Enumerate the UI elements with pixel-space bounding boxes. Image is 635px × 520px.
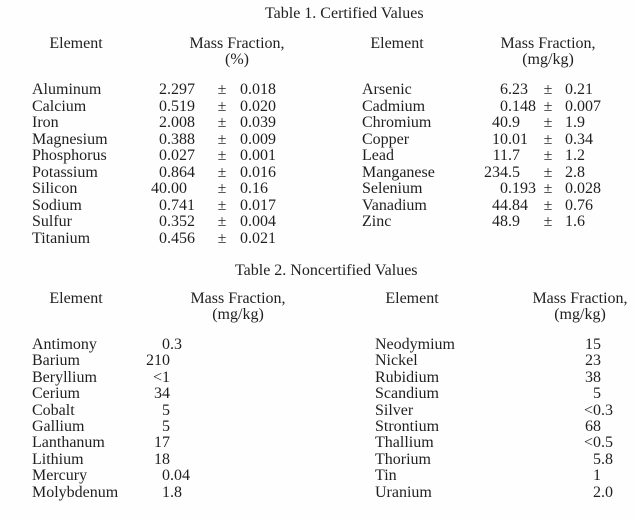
- value-fraction: .297: [167, 81, 195, 98]
- table-row: [0, 435, 635, 451]
- element-name: Chromium: [362, 114, 432, 131]
- value-fraction: .027: [167, 147, 195, 164]
- element-name: Lithium: [32, 450, 84, 468]
- element-name: Calcium: [32, 97, 87, 115]
- value-integer: 10: [492, 130, 508, 148]
- value-fraction: [170, 386, 215, 402]
- value-integer: 40: [151, 180, 167, 197]
- element-name: Magnesium: [32, 130, 108, 148]
- value-fraction: .148: [508, 97, 536, 115]
- value-integer: 5: [162, 401, 170, 419]
- value-integer: 23: [585, 352, 601, 370]
- table1-right-massfraction-header: [468, 36, 628, 68]
- header-unit: (mg/kg): [212, 306, 264, 323]
- element-name: Manganese: [362, 163, 435, 181]
- uncertainty-value: 0.76: [565, 196, 593, 214]
- element-name: Strontium: [375, 418, 440, 436]
- table-row: [0, 165, 635, 182]
- value-integer: 5: [162, 418, 170, 436]
- value-fraction: .456: [167, 229, 195, 247]
- element-name: Cerium: [32, 385, 80, 403]
- element-name: Selenium: [362, 180, 423, 197]
- value-integer: 11: [492, 147, 508, 164]
- value-integer: 38: [585, 368, 601, 386]
- value-fraction: .388: [167, 130, 195, 148]
- table-row: [0, 337, 635, 353]
- plus-minus-sign: ±: [543, 147, 553, 164]
- uncertainty-value: 0.34: [565, 130, 593, 148]
- table-row: [0, 115, 635, 132]
- element-name: Barium: [32, 352, 80, 370]
- value-fraction: .193: [508, 180, 536, 197]
- table-row: [0, 148, 635, 165]
- uncertainty-value: 2.8: [565, 163, 585, 181]
- table-row: [0, 468, 635, 484]
- plus-minus-sign: ±: [217, 97, 227, 115]
- value-integer: 44: [492, 196, 508, 214]
- table2-right-element-header: Element: [385, 290, 439, 307]
- table-row: [0, 82, 635, 99]
- uncertainty-value: 0.004: [240, 213, 276, 230]
- value-fraction: .8: [170, 483, 182, 501]
- table1-right-element-header: Element: [370, 35, 424, 52]
- plus-minus-sign: ±: [217, 213, 227, 230]
- value-fraction: .519: [167, 97, 195, 115]
- uncertainty-value: 0.001: [240, 147, 276, 164]
- value-integer: 0: [159, 130, 167, 148]
- plus-minus-sign: ±: [543, 180, 553, 197]
- value-fraction: [170, 419, 215, 435]
- value-integer: 0: [162, 467, 170, 485]
- uncertainty-value: 0.016: [240, 163, 276, 181]
- value-integer: 6: [500, 81, 508, 98]
- element-name: Molybdenum: [32, 483, 119, 501]
- uncertainty-value: 1.6: [565, 213, 585, 230]
- uncertainty-value: 0.007: [565, 97, 601, 115]
- value-integer: 1: [162, 483, 170, 501]
- element-name: Cadmium: [362, 97, 426, 115]
- element-name: Antimony: [32, 336, 97, 353]
- plus-minus-sign: [540, 231, 556, 248]
- element-name: Tin: [375, 467, 397, 485]
- value-integer: 40: [492, 114, 508, 131]
- value-fraction: [170, 403, 215, 419]
- table-row: [0, 181, 635, 198]
- uncertainty-value: 0.021: [240, 229, 276, 247]
- value-fraction: .7: [508, 147, 520, 164]
- element-name: Nickel: [375, 352, 418, 370]
- value-fraction: .352: [167, 213, 195, 230]
- value-fraction: .5: [601, 434, 613, 452]
- element-name: Thallium: [375, 434, 434, 452]
- value-integer: 0: [162, 336, 170, 353]
- uncertainty-value: 0.017: [240, 196, 276, 214]
- value-integer: 48: [492, 213, 508, 230]
- header-line1: Mass Fraction,: [189, 35, 285, 52]
- plus-minus-sign: ±: [543, 163, 553, 181]
- element-name: Potassium: [32, 163, 98, 181]
- element-name: Sodium: [32, 196, 82, 214]
- uncertainty-value: 1.9: [565, 114, 585, 131]
- value-integer: 1: [593, 467, 601, 485]
- header-line1: Mass Fraction,: [532, 290, 628, 307]
- element-name: Iron: [32, 114, 59, 131]
- uncertainty-value: 0.028: [565, 180, 601, 197]
- uncertainty-value: [556, 231, 635, 248]
- value-integer: 2: [593, 483, 601, 501]
- value-fraction: [170, 435, 215, 451]
- value-fraction: .9: [508, 213, 520, 230]
- plus-minus-sign: ±: [543, 114, 553, 131]
- element-name: Gallium: [32, 418, 85, 436]
- element-name: Scandium: [375, 385, 439, 403]
- value-fraction: [601, 337, 635, 353]
- header-line1: Mass Fraction,: [500, 35, 596, 52]
- table2-title: Table 2. Noncertified Values: [235, 262, 418, 279]
- plus-minus-sign: ±: [217, 229, 227, 247]
- element-name: Uranium: [375, 483, 432, 501]
- table2-right-massfraction-header: [500, 291, 635, 323]
- element-name: Thorium: [375, 450, 431, 468]
- plus-minus-sign: ±: [543, 130, 553, 148]
- value-fraction: [601, 353, 635, 369]
- table-row: [0, 452, 635, 468]
- element-name: Copper: [362, 130, 410, 148]
- value-integer: 0: [159, 97, 167, 115]
- value-integer: 210: [146, 352, 170, 370]
- value-fraction: .5: [508, 163, 520, 181]
- value-fraction: .00: [167, 180, 187, 197]
- value-integer: 0: [500, 97, 508, 115]
- uncertainty-value: 0.16: [240, 180, 268, 197]
- table-row: [0, 214, 635, 231]
- element-name: Zinc: [362, 213, 392, 230]
- table-row: [0, 132, 635, 149]
- plus-minus-sign: ±: [543, 196, 553, 214]
- uncertainty-value: 1.2: [565, 147, 585, 164]
- value-integer: <0: [583, 401, 601, 419]
- value-fraction: .3: [601, 401, 613, 419]
- plus-minus-sign: ±: [543, 97, 553, 115]
- table1-title: Table 1. Certified Values: [265, 5, 424, 22]
- value-integer: 5: [593, 385, 601, 403]
- element-name: Rubidium: [375, 368, 440, 386]
- table-row: [0, 419, 635, 435]
- value-fraction: .8: [601, 450, 613, 468]
- value-integer: 234: [484, 163, 508, 181]
- plus-minus-sign: ±: [217, 147, 227, 164]
- element-name: Cobalt: [32, 401, 75, 419]
- plus-minus-sign: ±: [217, 180, 227, 197]
- value-integer: 34: [154, 385, 170, 403]
- value-integer: 2: [159, 114, 167, 131]
- element-name: [300, 231, 455, 248]
- value-integer: <0: [583, 434, 601, 452]
- plus-minus-sign: ±: [543, 213, 553, 230]
- plus-minus-sign: ±: [217, 114, 227, 131]
- element-name: Beryllium: [32, 368, 97, 386]
- value-fraction: [508, 231, 540, 248]
- value-fraction: [170, 452, 215, 468]
- header-unit: (%): [225, 51, 249, 68]
- value-fraction: .84: [508, 196, 528, 214]
- table-row: [0, 386, 635, 402]
- value-fraction: [601, 370, 635, 386]
- value-integer: 5: [593, 450, 601, 468]
- header-unit: (mg/kg): [554, 306, 606, 323]
- table1-rows: [0, 82, 635, 247]
- value-integer: 68: [585, 418, 601, 436]
- element-name: Lead: [362, 147, 394, 164]
- value-fraction: .864: [167, 163, 195, 181]
- value-fraction: .741: [167, 196, 195, 214]
- table2-left-element-header: Element: [49, 290, 103, 307]
- element-name: Phosphorus: [32, 147, 107, 164]
- value-fraction: .3: [170, 336, 182, 353]
- value-fraction: .9: [508, 114, 520, 131]
- value-fraction: .23: [508, 81, 528, 98]
- table2-rows: [0, 337, 635, 501]
- value-fraction: [170, 353, 215, 369]
- element-name: Sulfur: [32, 213, 72, 230]
- element-name: Mercury: [32, 467, 88, 485]
- uncertainty-value: 0.21: [565, 81, 593, 98]
- value-fraction: .04: [170, 467, 190, 485]
- value-fraction: .01: [508, 130, 528, 148]
- value-integer: 0: [159, 196, 167, 214]
- plus-minus-sign: ±: [217, 196, 227, 214]
- element-name: Aluminum: [32, 81, 102, 98]
- value-integer: 0: [159, 229, 167, 247]
- value-integer: [455, 231, 508, 248]
- value-integer: 17: [154, 434, 170, 452]
- value-integer: 0: [500, 180, 508, 197]
- table-row: [0, 403, 635, 419]
- value-fraction: .0: [601, 483, 613, 501]
- table-row: [0, 231, 635, 248]
- value-integer: 0: [159, 147, 167, 164]
- uncertainty-value: 0.020: [240, 97, 276, 115]
- value-fraction: [601, 419, 635, 435]
- value-fraction: [601, 386, 635, 402]
- plus-minus-sign: ±: [217, 163, 227, 181]
- value-integer: 2: [159, 81, 167, 98]
- table-row: [0, 99, 635, 116]
- value-integer: 0: [159, 163, 167, 181]
- value-integer: 0: [159, 213, 167, 230]
- plus-minus-sign: ±: [543, 81, 553, 98]
- table-row: [0, 353, 635, 369]
- table-row: [0, 370, 635, 386]
- plus-minus-sign: ±: [217, 130, 227, 148]
- element-name: Lanthanum: [32, 434, 105, 452]
- table2-left-massfraction-header: [158, 291, 318, 323]
- table1-left-element-header: Element: [49, 35, 103, 52]
- header-line1: Mass Fraction,: [190, 290, 286, 307]
- plus-minus-sign: ±: [217, 81, 227, 98]
- header-unit: (mg/kg): [522, 51, 574, 68]
- table-row: [0, 485, 635, 501]
- value-fraction: [170, 370, 215, 386]
- table-row: [0, 198, 635, 215]
- uncertainty-value: 0.018: [240, 81, 276, 98]
- element-name: Titanium: [32, 229, 91, 247]
- value-integer: <1: [152, 368, 170, 386]
- element-name: Arsenic: [362, 81, 412, 98]
- uncertainty-value: 0.009: [240, 130, 276, 148]
- value-integer: 15: [585, 336, 601, 353]
- element-name: Neodymium: [375, 336, 455, 353]
- value-fraction: [601, 468, 635, 484]
- element-name: Silver: [375, 401, 414, 419]
- element-name: Silicon: [32, 180, 78, 197]
- element-name: Vanadium: [362, 196, 427, 214]
- uncertainty-value: 0.039: [240, 114, 276, 131]
- table1-left-massfraction-header: [157, 36, 317, 68]
- value-integer: 18: [154, 450, 170, 468]
- value-fraction: .008: [167, 114, 195, 131]
